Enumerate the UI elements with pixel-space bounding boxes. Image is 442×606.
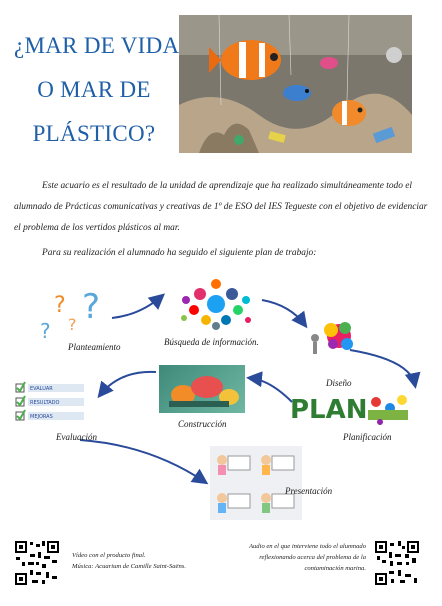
- planning-image: [288, 388, 414, 428]
- audio-caption-line-1: Audio en el que interviene todo el alumnado: [248, 543, 366, 550]
- step-planteamiento: Planteamiento: [68, 342, 121, 352]
- social-media-image: [176, 276, 256, 332]
- svg-text:?: ?: [40, 319, 51, 342]
- arrow-diseno-to-planificacion: [350, 350, 415, 385]
- intro-paragraph: Este acuario es el resultado de la unidad de aprendizaje que ha realizado simultáneamente todo el alumnado de Prácticas comunicativas y creativas de 1º de ESO del IES Tegueste con el objetivo de evidenciar el problema de los vertidos plásticos al mar.: [14, 181, 428, 233]
- arrow-evaluacion-to-presentacion: [80, 440, 205, 482]
- social-icons-cloud-icon: [176, 276, 256, 332]
- question-marks-image: [36, 282, 112, 342]
- step-diseno: Diseño: [326, 378, 352, 388]
- audio-caption: [222, 541, 366, 574]
- step-construccion: Construcción: [178, 419, 227, 429]
- step-planificacion: Planificación: [343, 432, 392, 442]
- video-caption-line-1: Vídeo con el producto final.: [72, 552, 146, 559]
- construction-photo: [159, 365, 245, 413]
- qr-code-video[interactable]: [14, 540, 60, 586]
- svg-text:?: ?: [68, 315, 77, 334]
- plan-letters-icon: [288, 388, 414, 428]
- design-image: [305, 318, 357, 358]
- audio-caption-line-3: contaminación marina.: [304, 565, 366, 572]
- step-busqueda: Búsqueda de información.: [164, 337, 259, 347]
- svg-text:MEJORAS: MEJORAS: [30, 414, 53, 420]
- kids-with-signs-icon: [210, 446, 302, 520]
- video-caption-line-2: Música: Acuarium de Camille Saint-Saëns.: [72, 563, 186, 570]
- step-evaluacion: Evaluación: [56, 432, 97, 442]
- svg-text:RESULTADO: RESULTADO: [30, 400, 60, 406]
- checklist-image: [14, 378, 90, 426]
- arrow-plan-to-busqueda: [112, 296, 162, 318]
- plan-intro: Para su realización el alumnado ha seguido el siguiente plan de trabajo:: [42, 248, 317, 258]
- qr-code-audio[interactable]: [374, 540, 420, 586]
- audio-caption-line-2: reflexionando acerca del problema de la: [259, 554, 366, 561]
- title-line-2: O MAR DE: [37, 77, 151, 102]
- paint-splash-icon: [305, 318, 357, 358]
- svg-text:EVALUAR: EVALUAR: [30, 386, 53, 392]
- video-caption: [72, 550, 186, 572]
- arrow-planificacion-to-construccion: [250, 378, 292, 402]
- qr-code-icon: [374, 540, 420, 586]
- arrow-construccion-to-evaluacion: [100, 372, 156, 395]
- svg-text:?: ?: [54, 293, 66, 318]
- title-line-3: PLÁSTICO?: [32, 121, 156, 146]
- presentation-image: [210, 446, 302, 520]
- svg-text:PLAN: PLAN: [290, 395, 368, 425]
- question-marks-icon: [36, 282, 112, 342]
- title-line-1: ¿MAR DE VIDA: [14, 33, 180, 58]
- checklist-icon: [14, 378, 90, 426]
- qr-code-icon: [14, 540, 60, 586]
- svg-text:?: ?: [82, 287, 101, 327]
- step-presentacion: Presentación: [285, 486, 333, 496]
- arrow-busqueda-to-diseno: [262, 300, 305, 325]
